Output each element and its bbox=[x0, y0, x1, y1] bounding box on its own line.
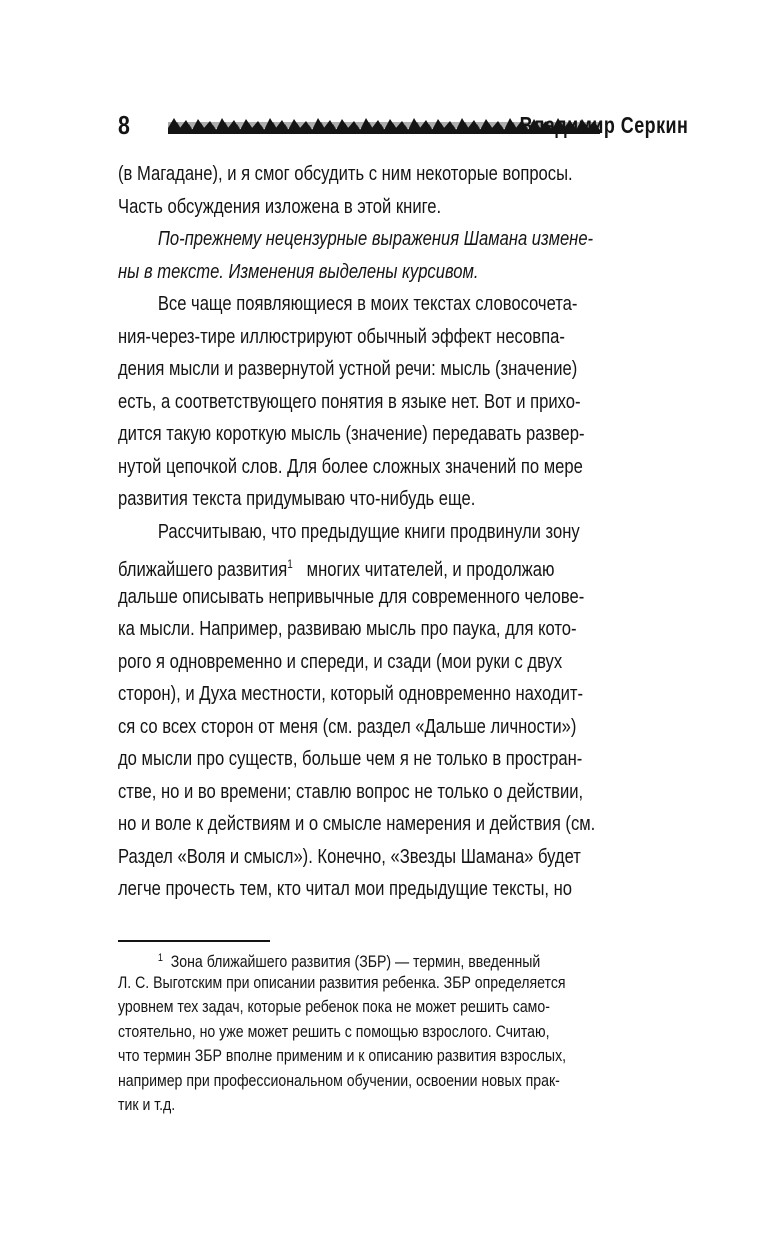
footnote-divider bbox=[118, 940, 270, 942]
text-line-with-footnote-ref bbox=[118, 548, 591, 581]
footnote-line: стоятельно, но уже может решить с помощью взрослого. Считаю, bbox=[118, 1021, 550, 1041]
text-line: ся со всех сторон от меня (см. раздел «Дальше личности») bbox=[118, 715, 577, 738]
text-line: дальше описывать непривычные для современного челове- bbox=[118, 585, 585, 608]
text-line: до мысли про существ, больше чем я не только в простран- bbox=[118, 748, 583, 770]
main-text bbox=[118, 158, 688, 906]
text-line: (в Магадане), и я смог обсудить с ним некоторые вопросы. bbox=[118, 163, 573, 185]
text-line-italic: По-прежнему нецензурные выражения Шамана измене- bbox=[157, 228, 594, 250]
footnote-text: Зона ближайшего развития (ЗБР) — термин, введенный bbox=[170, 952, 541, 971]
text-line: Рассчитываю, что предыдущие книги продвинули зону bbox=[157, 520, 580, 543]
text-line: легче прочесть тем, кто читал мои предыдущие тексты, но bbox=[118, 878, 573, 900]
text-line: есть, а соответствующего понятия в языке нет. Вот и прихо- bbox=[118, 390, 581, 413]
text-line: рого я одновременно и спереди, и сзади (мои руки с двух bbox=[118, 650, 563, 673]
running-title: Владимир Серкин bbox=[519, 112, 688, 138]
page-number: 8 bbox=[118, 110, 130, 140]
footnote-mark: 1 bbox=[157, 952, 163, 964]
text-line: развития текста придумываю что-нибудь еще. bbox=[118, 488, 476, 510]
footnote-line: тик и т.д. bbox=[118, 1095, 176, 1114]
page-header bbox=[118, 108, 688, 142]
text-fragment: ближайшего развития bbox=[118, 559, 288, 581]
text-line: но и воле к действиям и о смысле намерения и действия (см. bbox=[118, 813, 596, 835]
footnote-reference[interactable]: 1 bbox=[287, 557, 293, 571]
footnote-line: уровнем тех задач, которые ребенок пока не может решить само- bbox=[118, 997, 550, 1016]
footnote-line bbox=[118, 946, 591, 971]
text-line: ния-через-тире иллюстрируют обычный эффект несовпа- bbox=[118, 325, 565, 348]
footnote-line: Л. С. Выготским при описании развития ребенка. ЗБР определяется bbox=[118, 972, 566, 992]
text-line: дения мысли и развернутой устной речи: мысль (значение) bbox=[118, 358, 578, 380]
text-line: стве, но и во времени; ставлю вопрос не только о действии, bbox=[118, 780, 584, 803]
footnote-line: что термин ЗБР вполне применим и к описанию развития взрослых, bbox=[118, 1046, 567, 1065]
text-line-italic: ны в тексте. Изменения выделены курсивом. bbox=[118, 260, 479, 283]
footnote bbox=[118, 946, 688, 1118]
text-line: Раздел «Воля и смысл»). Конечно, «Звезды Шамана» будет bbox=[118, 845, 581, 868]
text-line: нутой цепочкой слов. Для более сложных значений по мере bbox=[118, 455, 583, 478]
text-line: Часть обсуждения изложена в этой книге. bbox=[118, 195, 442, 218]
text-line: Все чаще появляющиеся в моих текстах словосочета- bbox=[157, 293, 578, 315]
text-fragment: многих читателей, и продолжаю bbox=[306, 559, 555, 581]
text-line: сторон), и Духа местности, который одновременно находит- bbox=[118, 683, 583, 705]
text-line: дится такую короткую мысль (значение) передавать развер- bbox=[118, 423, 585, 445]
text-line: ка мысли. Например, развиваю мысль про паука, для кото- bbox=[118, 618, 577, 640]
footnote-line: например при профессиональном обучении, освоении новых прак- bbox=[118, 1070, 560, 1090]
